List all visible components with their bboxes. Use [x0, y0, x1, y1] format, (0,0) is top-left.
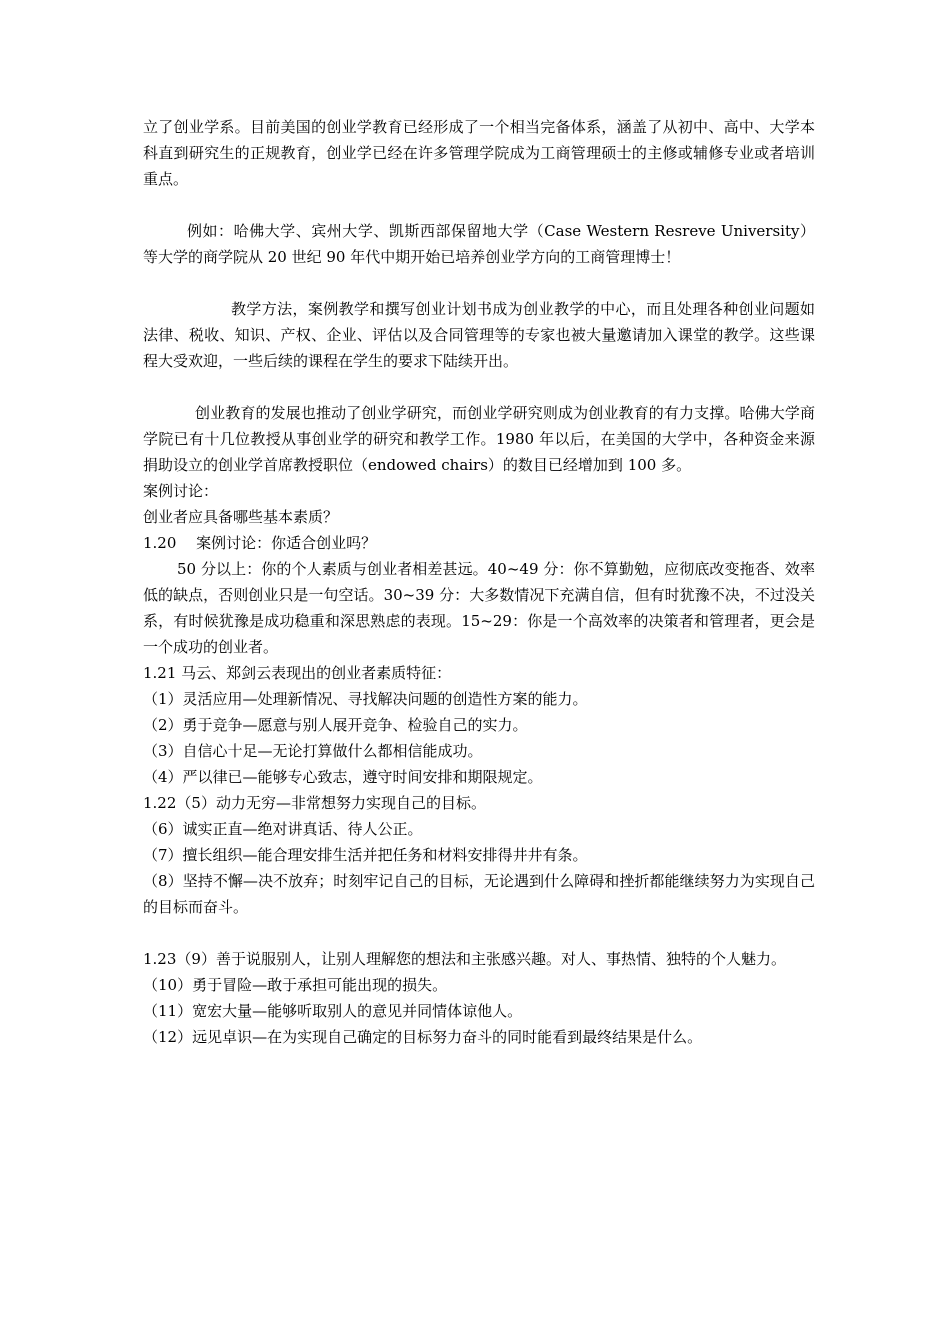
- list-item: （8）坚持不懈—决不放弃；时刻牢记自己的目标，无论遇到什么障碍和挫折都能继续努力为实现自己的目标而奋斗。: [143, 872, 815, 916]
- case-discussion-label: 案例讨论：: [143, 482, 219, 500]
- section-1-20-title: 1.20 案例讨论：你适合创业吗？: [143, 534, 377, 552]
- list-item: （7）擅长组织—能合理安排生活并把任务和材料安排得井井有条。: [143, 846, 588, 864]
- list-item: （3）自信心十足—无论打算做什么都相信能成功。: [143, 742, 483, 760]
- case-discussion-question: 创业者应具备哪些基本素质？: [143, 508, 339, 526]
- paragraph-research: 创业教育的发展也推动了创业学研究，而创业学研究则成为创业教育的有力支撑。哈佛大学商学院已有十几位教授从事创业学的研究和教学工作。1980 年以后，在美国的大学中，各种资金来源捐助设立的创业学首席教授职位（endowed chairs）的数目已经增加到 100 多。: [143, 404, 815, 474]
- list-item: （2）勇于竞争—愿意与别人展开竞争、检验自己的实力。: [143, 716, 528, 734]
- section-1-21-title: 1.21 马云、郑剑云表现出的创业者素质特征：: [143, 664, 452, 682]
- paragraph-us-curriculum: 立了创业学系。目前美国的创业学教育已经形成了一个相当完备体系，涵盖了从初中、高中、大学本科直到研究生的正规教育，创业学已经在许多管理学院成为工商管理硕士的主修或辅修专业或者培训重点。: [143, 118, 815, 188]
- list-item: （4）严以律已—能够专心致志，遵守时间安排和期限规定。: [143, 768, 543, 786]
- document-body: [143, 114, 815, 1050]
- section-1-22-title: 1.22（5）动力无穷—非常想努力实现自己的目标。: [143, 794, 486, 812]
- section-1-23-title: 1.23（9）善于说服别人，让别人理解您的想法和主张感兴趣。对人、事热情、独特的个人魅力。: [143, 950, 786, 968]
- list-item: （11）宽宏大量—能够听取别人的意见并同情体谅他人。: [143, 1002, 523, 1020]
- section-1-20-body: 50 分以上：你的个人素质与创业者相差甚远。40~49 分：你不算勤勉，应彻底改变拖沓、效率低的缺点，否则创业只是一句空话。30~39 分：大多数情况下充满自信，但有时犹豫不决，不过没关系，有时候犹豫是成功稳重和深思熟虑的表现。15~29：你是一个高效率的决策者和管理者，更会是一个成功的创业者。: [143, 560, 815, 656]
- paragraph-example-universities: 例如：哈佛大学、宾州大学、凯斯西部保留地大学（Case Western Resreve University）等大学的商学院从 20 世纪 90 年代中期开始已培养创业学方向的工商管理博士！: [143, 222, 815, 266]
- list-item: （12）远见卓识—在为实现自己确定的目标努力奋斗的同时能看到最终结果是什么。: [143, 1028, 703, 1046]
- paragraph-teaching-methods: 教学方法，案例教学和撰写创业计划书成为创业教学的中心，而且处理各种创业问题如法律、税收、知识、产权、企业、评估以及合同管理等的专家也被大量邀请加入课堂的教学。这些课程大受欢迎，一些后续的课程在学生的要求下陆续开出。: [143, 300, 815, 370]
- list-item: （1）灵活应用—处理新情况、寻找解决问题的创造性方案的能力。: [143, 690, 588, 708]
- list-item: （10）勇于冒险—敢于承担可能出现的损失。: [143, 976, 448, 994]
- list-item: （6）诚实正直—绝对讲真话、待人公正。: [143, 820, 423, 838]
